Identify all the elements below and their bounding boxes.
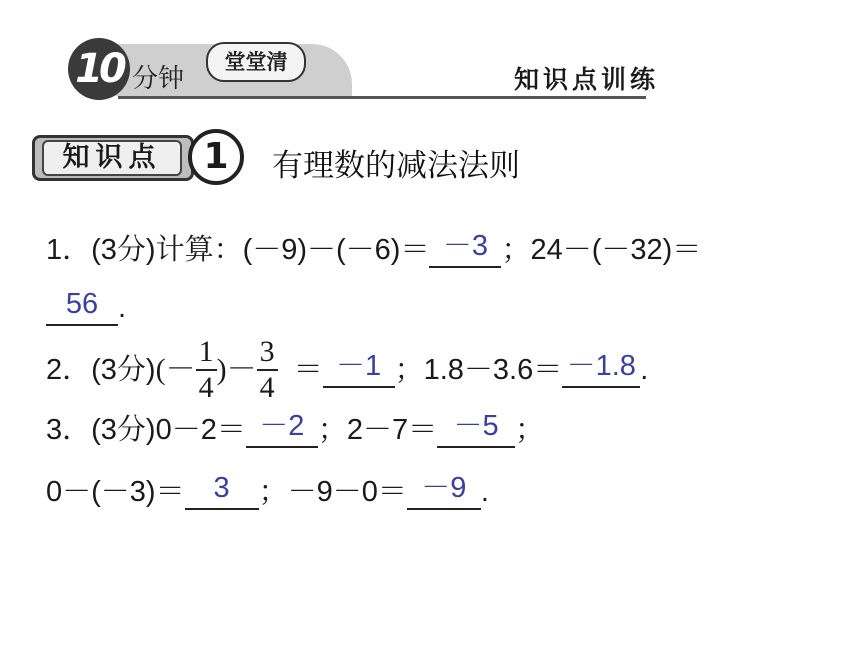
section-title: 有理数的减法法则 xyxy=(272,148,520,184)
q1-mid: ；24－(－32)＝ xyxy=(501,234,702,266)
frac1-denominator: 4 xyxy=(198,371,214,404)
q2-answer-2: －1.8 xyxy=(566,350,636,382)
q2-equals: ＝ xyxy=(293,354,323,386)
q3-answer-1: －2 xyxy=(259,410,305,442)
q1-answer-2: 56 xyxy=(65,288,99,320)
knowledge-point-label: 知识点 xyxy=(42,140,182,176)
q3-blank-4 xyxy=(407,474,481,510)
q3-blank-2 xyxy=(437,412,515,448)
question-2 xyxy=(46,330,648,410)
q1-blank-1 xyxy=(429,232,501,268)
q3-answer-2: －5 xyxy=(453,410,499,442)
question-3-line-2 xyxy=(46,474,489,510)
q2-answer-1: －1 xyxy=(336,350,382,382)
q2-mid: ；1.8－3.6＝ xyxy=(394,354,563,386)
q2-left-paren: (－ xyxy=(155,353,196,386)
q1-answer-1: －3 xyxy=(442,230,489,262)
q3-prefix: 3．(3分)0－2＝ xyxy=(46,414,246,446)
knowledge-training-title: 知识点训练 xyxy=(514,65,660,94)
q2-blank-1 xyxy=(323,352,395,388)
frac2-denominator: 4 xyxy=(259,371,275,404)
q1-prefix: 1．(3分)计算：(－9)－(－6)＝ xyxy=(46,234,430,266)
q3-answer-3: 3 xyxy=(213,472,230,504)
q3-line2-end: . xyxy=(480,476,489,508)
header-rule xyxy=(118,96,646,99)
fraction-three-quarters xyxy=(257,335,278,405)
q3-line2-mid: ；－9－0＝ xyxy=(258,476,407,508)
frac2-numerator: 3 xyxy=(257,335,278,371)
fraction-one-quarter xyxy=(196,335,217,405)
q2-blank-2 xyxy=(562,352,640,388)
q3-blank-3 xyxy=(185,474,259,510)
q2-end: . xyxy=(640,354,649,386)
question-1 xyxy=(46,232,701,268)
q3-mid: ；2－7＝ xyxy=(317,414,438,446)
minutes-label: 分钟 xyxy=(132,64,185,94)
q3-blank-1 xyxy=(246,412,318,448)
question-3 xyxy=(46,412,544,448)
q3-end: ； xyxy=(515,414,545,446)
ten-minute-badge: 10 xyxy=(68,38,130,100)
question-1-line-2 xyxy=(46,290,126,326)
knowledge-point-number: 1 xyxy=(188,129,244,185)
q2-right-paren: )－ xyxy=(216,353,257,386)
tangtangqing-cloud-label: 堂堂清 xyxy=(206,42,306,82)
q3-answer-4: －9 xyxy=(421,472,467,504)
q2-prefix: 2．(3分) xyxy=(46,354,156,386)
q3-line2-prefix: 0－(－3)＝ xyxy=(46,476,185,508)
frac1-numerator: 1 xyxy=(196,335,217,371)
q1-blank-2 xyxy=(46,290,118,326)
q1-end: . xyxy=(118,292,127,324)
